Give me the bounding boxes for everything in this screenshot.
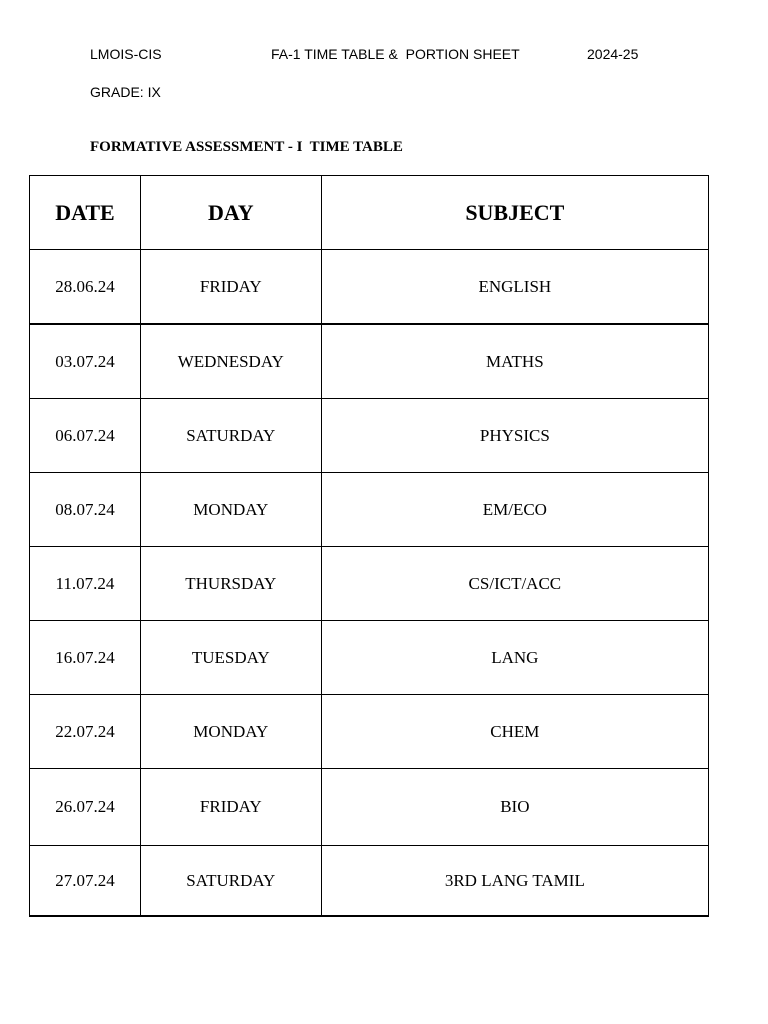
school-name: LMOIS-CIS <box>90 46 162 62</box>
subject-cell: CS/ICT/ACC <box>321 547 708 621</box>
subject-cell: EM/ECO <box>321 473 708 547</box>
subject-cell: LANG <box>321 621 708 695</box>
column-header-subject: SUBJECT <box>321 176 708 250</box>
table-row <box>30 769 709 846</box>
day-cell: FRIDAY <box>140 769 321 846</box>
table-row <box>30 547 709 621</box>
subject-cell: BIO <box>321 769 708 846</box>
date-cell: 26.07.24 <box>30 769 141 846</box>
subject-cell: ENGLISH <box>321 250 708 325</box>
date-cell: 11.07.24 <box>30 547 141 621</box>
table-row <box>30 621 709 695</box>
table-row <box>30 473 709 547</box>
subject-cell: 3RD LANG TAMIL <box>321 846 708 917</box>
subject-cell: CHEM <box>321 695 708 769</box>
subject-cell: MATHS <box>321 324 708 399</box>
day-cell: WEDNESDAY <box>140 324 321 399</box>
table-row <box>30 399 709 473</box>
day-cell: FRIDAY <box>140 250 321 325</box>
day-cell: SATURDAY <box>140 846 321 917</box>
sheet-title: FA-1 TIME TABLE & PORTION SHEET <box>271 46 520 62</box>
day-cell: MONDAY <box>140 473 321 547</box>
table-row <box>30 324 709 399</box>
date-cell: 08.07.24 <box>30 473 141 547</box>
date-cell: 27.07.24 <box>30 846 141 917</box>
subject-cell: PHYSICS <box>321 399 708 473</box>
table-row <box>30 250 709 325</box>
table-row <box>30 846 709 917</box>
date-cell: 03.07.24 <box>30 324 141 399</box>
timetable <box>29 175 709 917</box>
date-cell: 22.07.24 <box>30 695 141 769</box>
date-cell: 06.07.24 <box>30 399 141 473</box>
section-title: FORMATIVE ASSESSMENT - I TIME TABLE <box>90 139 403 155</box>
column-header-date: DATE <box>30 176 141 250</box>
day-cell: THURSDAY <box>140 547 321 621</box>
date-cell: 16.07.24 <box>30 621 141 695</box>
academic-year: 2024-25 <box>587 46 639 62</box>
day-cell: MONDAY <box>140 695 321 769</box>
grade-label: GRADE: IX <box>90 84 161 100</box>
column-header-day: DAY <box>140 176 321 250</box>
date-cell: 28.06.24 <box>30 250 141 325</box>
table-row <box>30 695 709 769</box>
table-header-row <box>30 176 709 250</box>
day-cell: TUESDAY <box>140 621 321 695</box>
day-cell: SATURDAY <box>140 399 321 473</box>
